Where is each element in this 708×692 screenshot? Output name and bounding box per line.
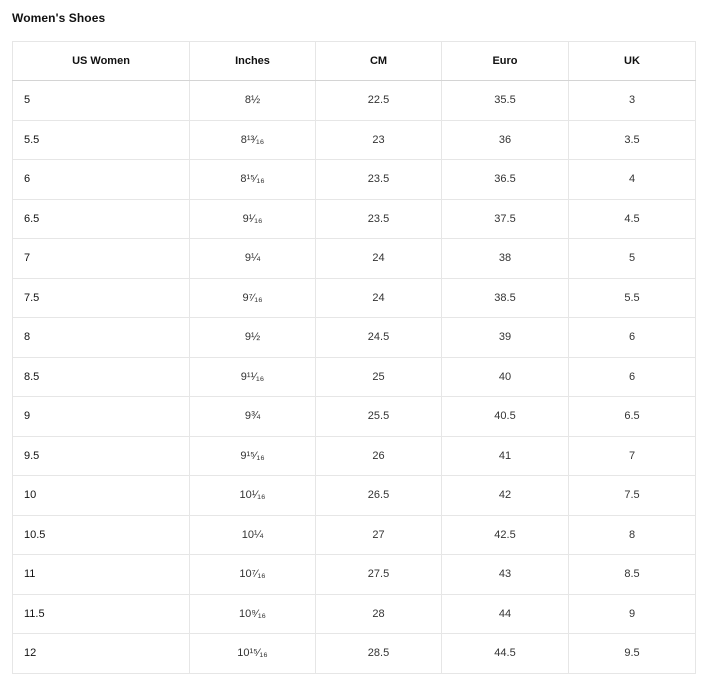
cell-euro: 42	[442, 476, 569, 516]
table-row	[13, 476, 696, 516]
cell-us-women: 11	[13, 555, 190, 595]
column-header-us-women: US Women	[13, 42, 190, 81]
cell-inches: 9¹⁵⁄₁₆	[190, 436, 316, 476]
cell-euro: 43	[442, 555, 569, 595]
cell-us-women: 8.5	[13, 357, 190, 397]
cell-uk: 7.5	[569, 476, 696, 516]
table-row	[13, 357, 696, 397]
cell-inches: 8½	[190, 81, 316, 121]
cell-euro: 36	[442, 120, 569, 160]
cell-uk: 9	[569, 594, 696, 634]
cell-us-women: 5.5	[13, 120, 190, 160]
table-header-row	[13, 42, 696, 81]
cell-euro: 38	[442, 239, 569, 279]
cell-uk: 3	[569, 81, 696, 121]
cell-euro: 41	[442, 436, 569, 476]
cell-inches: 8¹⁵⁄₁₆	[190, 160, 316, 200]
page-title: Women's Shoes	[12, 11, 106, 25]
table-row	[13, 120, 696, 160]
cell-uk: 3.5	[569, 120, 696, 160]
cell-cm: 26	[316, 436, 442, 476]
cell-inches: 9½	[190, 318, 316, 358]
cell-us-women: 9.5	[13, 436, 190, 476]
cell-cm: 28.5	[316, 634, 442, 674]
cell-us-women: 5	[13, 81, 190, 121]
cell-us-women: 7	[13, 239, 190, 279]
cell-inches: 10¼	[190, 515, 316, 555]
cell-us-women: 12	[13, 634, 190, 674]
cell-cm: 24	[316, 239, 442, 279]
cell-inches: 9¹⁄₁₆	[190, 199, 316, 239]
cell-cm: 27.5	[316, 555, 442, 595]
cell-euro: 35.5	[442, 81, 569, 121]
table-header	[13, 42, 696, 81]
cell-euro: 40	[442, 357, 569, 397]
cell-euro: 38.5	[442, 278, 569, 318]
cell-euro: 36.5	[442, 160, 569, 200]
cell-uk: 9.5	[569, 634, 696, 674]
table-row	[13, 239, 696, 279]
cell-uk: 5	[569, 239, 696, 279]
cell-cm: 24	[316, 278, 442, 318]
cell-us-women: 6.5	[13, 199, 190, 239]
cell-cm: 23.5	[316, 199, 442, 239]
cell-euro: 44.5	[442, 634, 569, 674]
cell-us-women: 7.5	[13, 278, 190, 318]
cell-inches: 8¹³⁄₁₆	[190, 120, 316, 160]
cell-cm: 25	[316, 357, 442, 397]
cell-us-women: 10.5	[13, 515, 190, 555]
cell-us-women: 10	[13, 476, 190, 516]
cell-cm: 23.5	[316, 160, 442, 200]
cell-cm: 23	[316, 120, 442, 160]
cell-cm: 26.5	[316, 476, 442, 516]
cell-uk: 8.5	[569, 555, 696, 595]
cell-euro: 39	[442, 318, 569, 358]
cell-uk: 6	[569, 357, 696, 397]
cell-us-women: 8	[13, 318, 190, 358]
table-row	[13, 555, 696, 595]
column-header-inches: Inches	[190, 42, 316, 81]
cell-euro: 37.5	[442, 199, 569, 239]
cell-cm: 22.5	[316, 81, 442, 121]
cell-uk: 7	[569, 436, 696, 476]
cell-inches: 9¹¹⁄₁₆	[190, 357, 316, 397]
column-header-euro: Euro	[442, 42, 569, 81]
table-body	[13, 81, 696, 674]
cell-cm: 25.5	[316, 397, 442, 437]
table-row	[13, 81, 696, 121]
cell-us-women: 11.5	[13, 594, 190, 634]
cell-uk: 6	[569, 318, 696, 358]
cell-inches: 10⁹⁄₁₆	[190, 594, 316, 634]
table-row	[13, 199, 696, 239]
cell-uk: 8	[569, 515, 696, 555]
cell-euro: 44	[442, 594, 569, 634]
column-header-cm: CM	[316, 42, 442, 81]
cell-cm: 24.5	[316, 318, 442, 358]
cell-uk: 4	[569, 160, 696, 200]
cell-us-women: 9	[13, 397, 190, 437]
table-row	[13, 160, 696, 200]
table-row	[13, 594, 696, 634]
cell-euro: 42.5	[442, 515, 569, 555]
table-row	[13, 318, 696, 358]
cell-inches: 9¾	[190, 397, 316, 437]
cell-uk: 5.5	[569, 278, 696, 318]
cell-inches: 10⁷⁄₁₆	[190, 555, 316, 595]
cell-euro: 40.5	[442, 397, 569, 437]
cell-uk: 4.5	[569, 199, 696, 239]
table-row	[13, 634, 696, 674]
column-header-uk: UK	[569, 42, 696, 81]
cell-uk: 6.5	[569, 397, 696, 437]
table-row	[13, 515, 696, 555]
table-row	[13, 397, 696, 437]
cell-us-women: 6	[13, 160, 190, 200]
table-row	[13, 436, 696, 476]
cell-inches: 9¼	[190, 239, 316, 279]
cell-inches: 10¹⁄₁₆	[190, 476, 316, 516]
cell-cm: 28	[316, 594, 442, 634]
size-chart-table	[12, 41, 696, 674]
cell-inches: 10¹⁵⁄₁₆	[190, 634, 316, 674]
cell-cm: 27	[316, 515, 442, 555]
cell-inches: 9⁷⁄₁₆	[190, 278, 316, 318]
table-row	[13, 278, 696, 318]
